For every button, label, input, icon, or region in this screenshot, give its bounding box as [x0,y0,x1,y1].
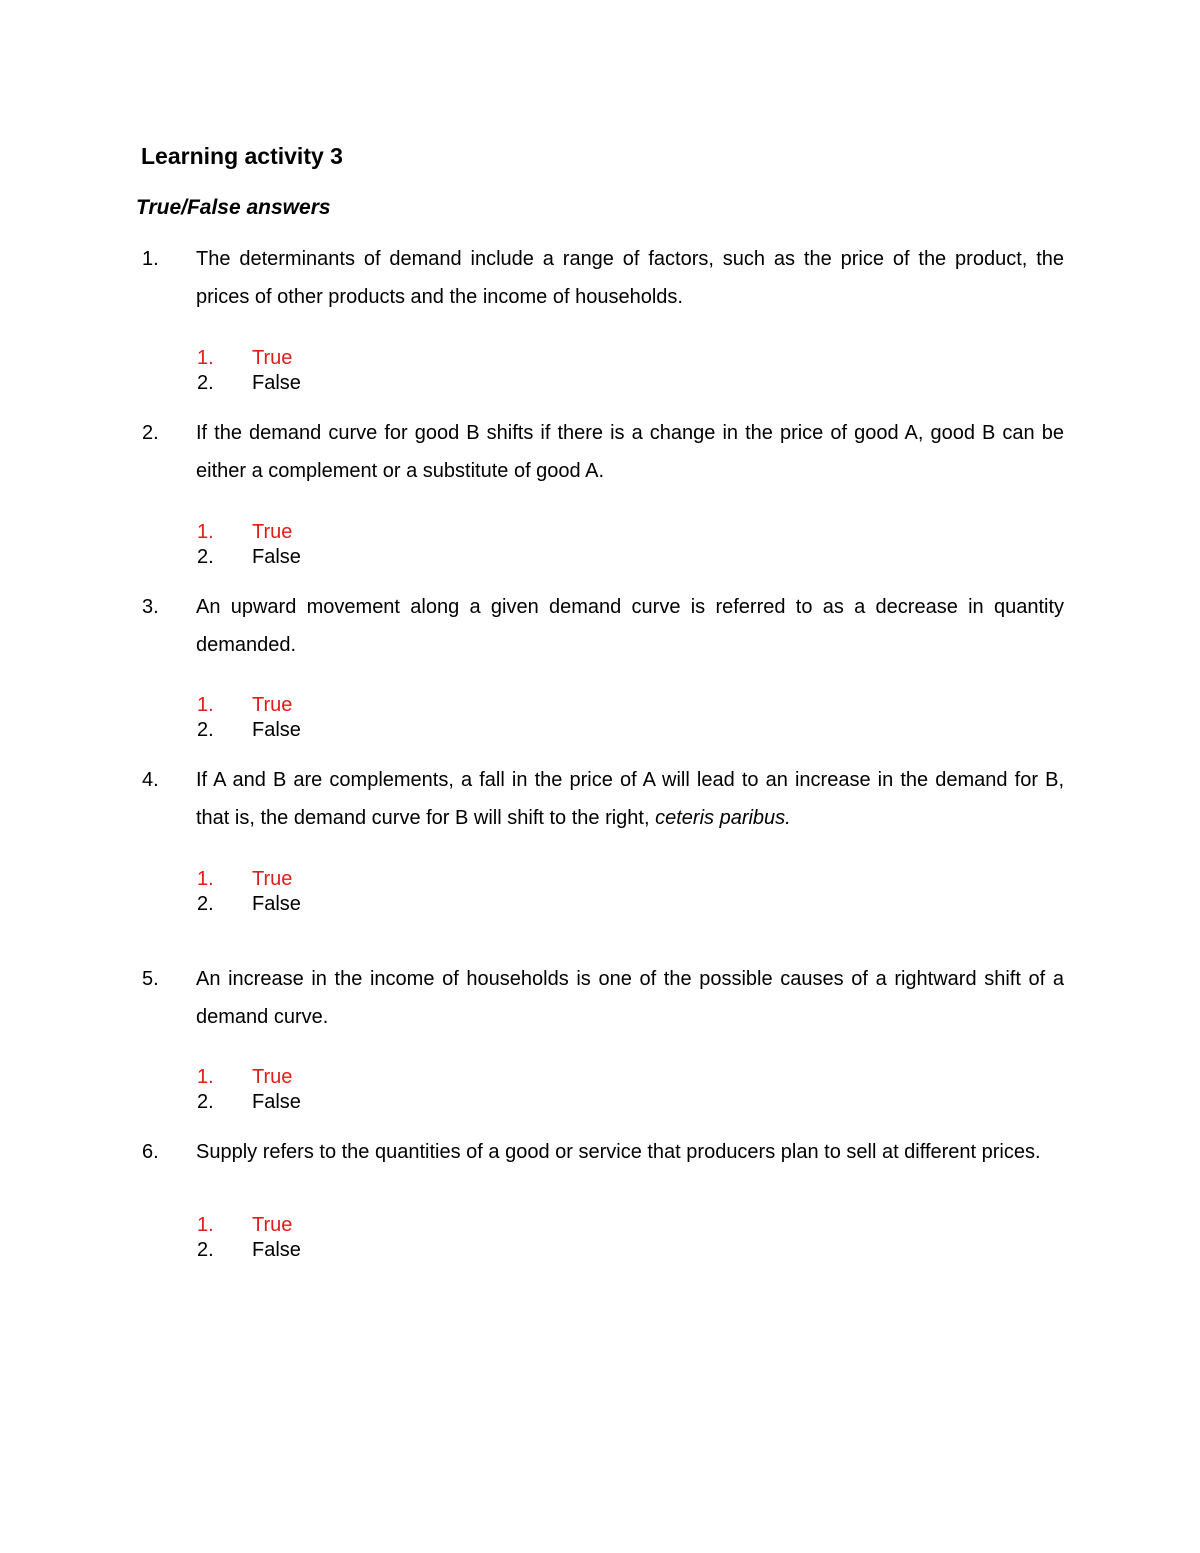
option-number: 2. [197,1239,214,1261]
question-text: An upward movement along a given demand curve is referred to as a decrease in quantity demanded. [196,596,1064,656]
option-number: 1. [197,868,214,890]
option-label: False [252,1091,301,1113]
option-number: 2. [197,719,214,741]
question-text: The determinants of demand include a range of factors, such as the price of the product, the prices of other products and the income of households. [196,248,1064,308]
option-label: True [252,868,293,890]
option-number: 1. [197,694,214,716]
option-label: False [252,1239,301,1261]
option-label: True [252,521,293,543]
option-label: True [252,1066,293,1088]
option-label: True [252,1214,293,1236]
option-label: True [252,694,293,716]
option-number: 2. [197,372,214,394]
option-label: False [252,372,301,394]
page-subtitle: True/False answers [136,196,331,219]
option-number: 2. [197,1091,214,1113]
option-number: 1. [197,1066,214,1088]
option-label: False [252,893,301,915]
option-label: False [252,719,301,741]
question-number: 6. [142,1141,159,1163]
option-number: 1. [197,347,214,369]
option-number: 2. [197,546,214,568]
option-number: 1. [197,521,214,543]
question-text [196,761,1064,837]
question-text: An increase in the income of households is one of the possible causes of a rightward shift of a demand curve. [196,968,1064,1028]
question-text-italic: ceteris paribus. [655,807,791,829]
question-text-main: If A and B are complements, a fall in the price of A will lead to an increase in the demand for B, that is, the demand curve for B will shift to the right, [196,769,1064,829]
option-label: True [252,347,293,369]
question-number: 5. [142,968,159,990]
option-number: 1. [197,1214,214,1236]
question-number: 2. [142,422,159,444]
question-number: 4. [142,769,159,791]
question-number: 3. [142,596,159,618]
option-number: 2. [197,893,214,915]
option-label: False [252,546,301,568]
question-text: If the demand curve for good B shifts if there is a change in the price of good A, good B can be either a complement or a substitute of good A. [196,422,1064,482]
question-number: 1. [142,248,159,270]
question-text: Supply refers to the quantities of a good or service that producers plan to sell at different prices. [196,1141,1041,1163]
page-title: Learning activity 3 [141,143,343,169]
